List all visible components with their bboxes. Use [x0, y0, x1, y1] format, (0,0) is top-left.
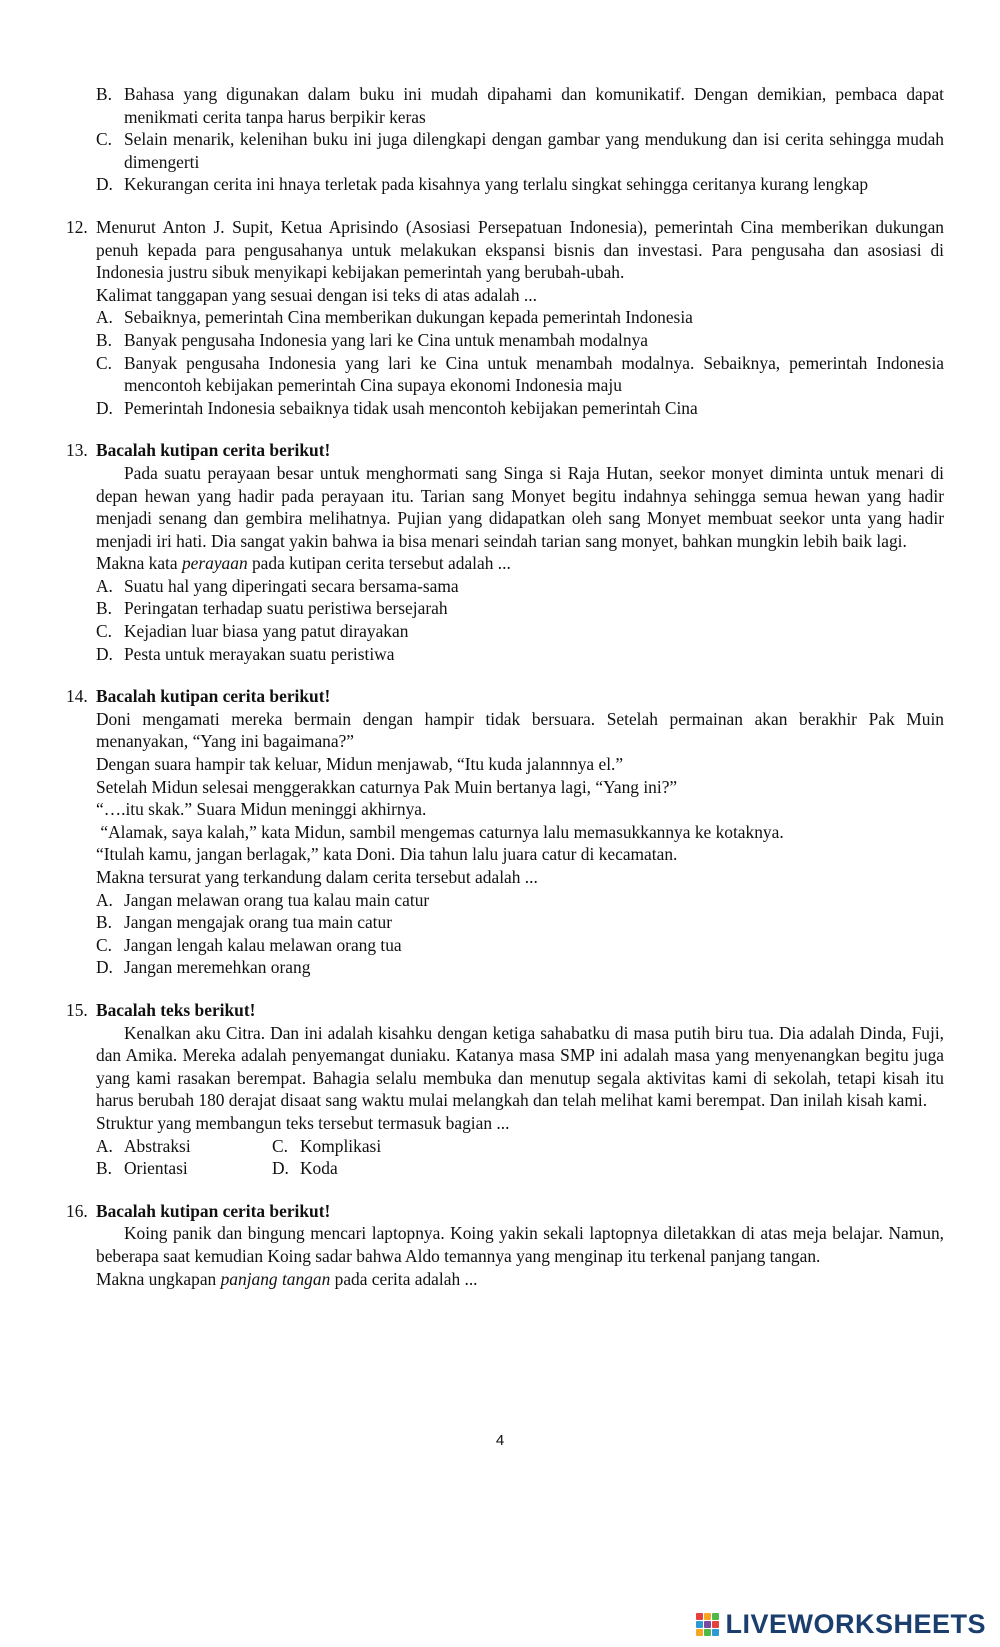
document-page — [66, 83, 944, 1310]
option-text: Kekurangan cerita ini hnaya terletak pada kisahnya yang terlalu singkat sehingga ceritanya kurang lengkap — [124, 174, 869, 195]
option-letter: C. — [96, 129, 112, 150]
question-passage: Koing panik dan bingung mencari laptopnya. Koing yakin sekali laptopnya diletakkan di atas meja belajar. Namun, beberapa saat kemudian Koing sadar bahwa Aldo temannya yang menginap itu terkenal panjang tangan. — [96, 1223, 944, 1266]
option-text: Banyak pengusaha Indonesia yang lari ke Cina untuk menambah modalnya — [124, 329, 648, 350]
question-heading: Bacalah kutipan cerita berikut! — [96, 440, 331, 461]
question-13 — [66, 439, 944, 665]
page-number: 4 — [495, 1432, 505, 1449]
logo-square — [712, 1629, 719, 1636]
options-list — [96, 889, 944, 979]
option-text: Kejadian luar biasa yang patut dirayakan — [124, 621, 409, 642]
logo-square — [704, 1621, 711, 1628]
option-c[interactable] — [96, 934, 944, 957]
question-16 — [66, 1200, 944, 1290]
option-letter: B. — [96, 84, 112, 104]
option-text: Banyak pengusaha Indonesia yang lari ke Cina untuk menambah modalnya. Sebaiknya, pemerintah Indonesia mencontoh kebijakan pemerintah Cina supaya ekonomi Indonesia maju — [124, 352, 944, 396]
option-text: Selain menarik, kelenihan buku ini juga dilengkapi dengan gambar yang mendukung dan isi cerita sehingga mudah dimengerti — [124, 129, 944, 172]
logo-square — [696, 1621, 703, 1628]
option-a[interactable] — [96, 889, 944, 912]
option-text: Orientasi — [124, 1158, 188, 1179]
passage-line: Doni mengamati mereka bermain dengan hampir tidak bersuara. Setelah permainan akan berakhir Pak Muin menanyakan, “Yang ini bagaimana?” — [96, 708, 944, 752]
option-letter: C. — [96, 934, 112, 955]
option-text: Pesta untuk merayakan suatu peristiwa — [124, 643, 395, 664]
liveworksheets-brand[interactable] — [696, 1608, 986, 1640]
question-prompt — [96, 552, 944, 575]
option-d[interactable] — [96, 173, 944, 196]
option-letter: C. — [96, 352, 112, 373]
passage-line: “Alamak, saya kalah,” kata Midun, sambil mengemas caturnya lalu memasukkannya ke kotaknya. — [96, 821, 784, 842]
options-grid — [96, 1135, 944, 1180]
option-text: Abstraksi — [124, 1135, 191, 1156]
option-letter: C. — [96, 621, 112, 642]
option-c[interactable] — [96, 352, 944, 397]
option-letter: D. — [96, 957, 113, 978]
options-list — [96, 575, 944, 665]
option-letter: C. — [272, 1135, 288, 1156]
logo-square — [696, 1629, 703, 1636]
prompt-emphasis: perayaan — [181, 553, 248, 574]
brand-name: LIVEWORKSHEETS — [725, 1608, 986, 1639]
option-text: Peringatan terhadap suatu peristiwa bersejarah — [124, 598, 448, 619]
question-heading: Bacalah teks berikut! — [96, 999, 256, 1020]
option-letter: D. — [272, 1158, 289, 1179]
option-text: Pemerintah Indonesia sebaiknya tidak usah mencontoh kebijakan pemerintah Cina — [124, 397, 698, 418]
option-letter: B. — [96, 1158, 112, 1179]
prompt-emphasis: panjang tangan — [220, 1268, 331, 1289]
question-passage: Pada suatu perayaan besar untuk menghormati sang Singa si Raja Hutan, seekor monyet diminta untuk menari di depan hewan yang hadir pada perayaan itu. Tarian sang Monyet begitu indahnya sehingga semua hewan yang hadir menjadi senang dan gembira melihatnya. Pujian yang didapatkan oleh sang Monyet membuat seekor unta yang hadir menjadi iri hati. Dia sangat yakin bahwa ia bisa menari seindah tarian sang monyet, bahkan mungkin lebih baik lagi. — [96, 462, 944, 551]
question-prompt — [96, 1268, 944, 1291]
logo-square — [696, 1613, 703, 1620]
option-text: Sebaiknya, pemerintah Cina memberikan dukungan kepada pemerintah Indonesia — [124, 307, 693, 328]
option-b[interactable] — [96, 597, 944, 620]
option-text: Suatu hal yang diperingati secara bersama-sama — [124, 575, 459, 596]
question-heading: Bacalah kutipan cerita berikut! — [96, 686, 331, 707]
option-letter: B. — [96, 598, 112, 619]
option-text: Jangan mengajak orang tua main catur — [124, 912, 393, 933]
question-number: 13. — [66, 440, 88, 461]
option-letter: B. — [96, 329, 112, 350]
option-d[interactable] — [96, 397, 944, 420]
logo-square — [712, 1613, 719, 1620]
option-letter: D. — [96, 643, 113, 664]
option-text: Jangan meremehkan orang — [124, 957, 311, 978]
question-passage: Kenalkan aku Citra. Dan ini adalah kisahku dengan ketiga sahabatku di masa putih biru tua. Dia adalah Dinda, Fuji, dan Amika. Mereka adalah penyemangat duniaku. Katanya masa SMP ini adalah masa yang menyenangkan begitu juga yang kami rasakan berempat. Bahagia selalu membuka dan menutup segala aktivitas kami di sekolah, tetapi kisah itu harus berubah 180 derajat disaat sang waktu mulai melangkah dan telah melihat kami berempat. Dan inilah kisah kami. — [96, 1022, 944, 1111]
option-text: Komplikasi — [300, 1135, 382, 1156]
prompt-text: pada cerita adalah ... — [330, 1268, 478, 1289]
option-letter: D. — [96, 174, 113, 195]
question-number: 16. — [66, 1200, 88, 1221]
option-letter: A. — [96, 307, 113, 328]
option-letter: B. — [96, 912, 112, 933]
question-prompt: Struktur yang membangun teks tersebut termasuk bagian ... — [96, 1112, 510, 1133]
question-number: 12. — [66, 216, 88, 237]
question-stem: Menurut Anton J. Supit, Ketua Aprisindo (Asosiasi Persepatuan Indonesia), pemerintah Cina memberikan dukungan penuh kepada para pengusahanya untuk melakukan ekspansi bisnis dan investasi. Para pengusaha dan asosiasi di Indonesia justru sibuk menyikapi kebijakan pemerintah yang berubah-ubah. — [96, 216, 944, 283]
option-letter: A. — [96, 1135, 113, 1156]
option-d[interactable] — [96, 956, 944, 979]
liveworksheets-logo-icon — [696, 1613, 719, 1636]
passage-line: Setelah Midun selesai menggerakkan caturnya Pak Muin bertanya lagi, “Yang ini?” — [96, 776, 678, 797]
option-c[interactable] — [96, 620, 944, 643]
passage-line: “….itu skak.” Suara Midun meninggi akhirnya. — [96, 799, 427, 820]
prompt-text: Makna kata — [96, 553, 182, 574]
option-b[interactable] — [96, 329, 944, 352]
option-b[interactable] — [96, 1157, 272, 1180]
option-a[interactable] — [96, 306, 944, 329]
option-text: Jangan melawan orang tua kalau main catur — [124, 889, 430, 910]
option-d[interactable] — [272, 1157, 572, 1180]
option-letter: D. — [96, 397, 113, 418]
option-d[interactable] — [96, 643, 944, 666]
option-letter: A. — [96, 575, 113, 596]
prompt-text: Makna ungkapan — [96, 1268, 221, 1289]
logo-square — [704, 1613, 711, 1620]
options-list — [96, 83, 944, 196]
prompt-text: pada kutipan cerita tersebut adalah ... — [247, 553, 511, 574]
question-number: 15. — [66, 999, 88, 1020]
question-11-tail — [96, 83, 944, 196]
logo-square — [712, 1621, 719, 1628]
option-b[interactable] — [96, 83, 944, 128]
passage-line: Dengan suara hampir tak keluar, Midun menjawab, “Itu kuda jalannnya el.” — [96, 754, 624, 775]
question-prompt: Makna tersurat yang terkandung dalam cerita tersebut adalah ... — [96, 867, 538, 887]
option-c[interactable] — [272, 1135, 572, 1158]
question-number: 14. — [66, 686, 88, 707]
option-text: Jangan lengah kalau melawan orang tua — [124, 934, 402, 955]
question-prompt: Kalimat tanggapan yang sesuai dengan isi teks di atas adalah ... — [96, 284, 537, 305]
option-text: Koda — [300, 1158, 338, 1179]
passage-line: “Itulah kamu, jangan berlagak,” kata Doni. Dia tahun lalu juara catur di kecamatan. — [96, 844, 678, 865]
option-a[interactable] — [96, 1135, 272, 1158]
question-12 — [66, 216, 944, 419]
logo-square — [704, 1629, 711, 1636]
option-text: Bahasa yang digunakan dalam buku ini mudah dipahami dan komunikatif. Dengan demikian, pembaca dapat menikmati cerita tanpa harus berpikir keras — [124, 84, 944, 127]
option-a[interactable] — [96, 575, 944, 598]
option-c[interactable] — [96, 128, 944, 173]
question-15 — [66, 999, 944, 1180]
option-b[interactable] — [96, 911, 944, 934]
question-heading: Bacalah kutipan cerita berikut! — [96, 1200, 331, 1221]
option-letter: A. — [96, 889, 113, 910]
options-list — [96, 306, 944, 419]
question-14 — [66, 685, 944, 979]
